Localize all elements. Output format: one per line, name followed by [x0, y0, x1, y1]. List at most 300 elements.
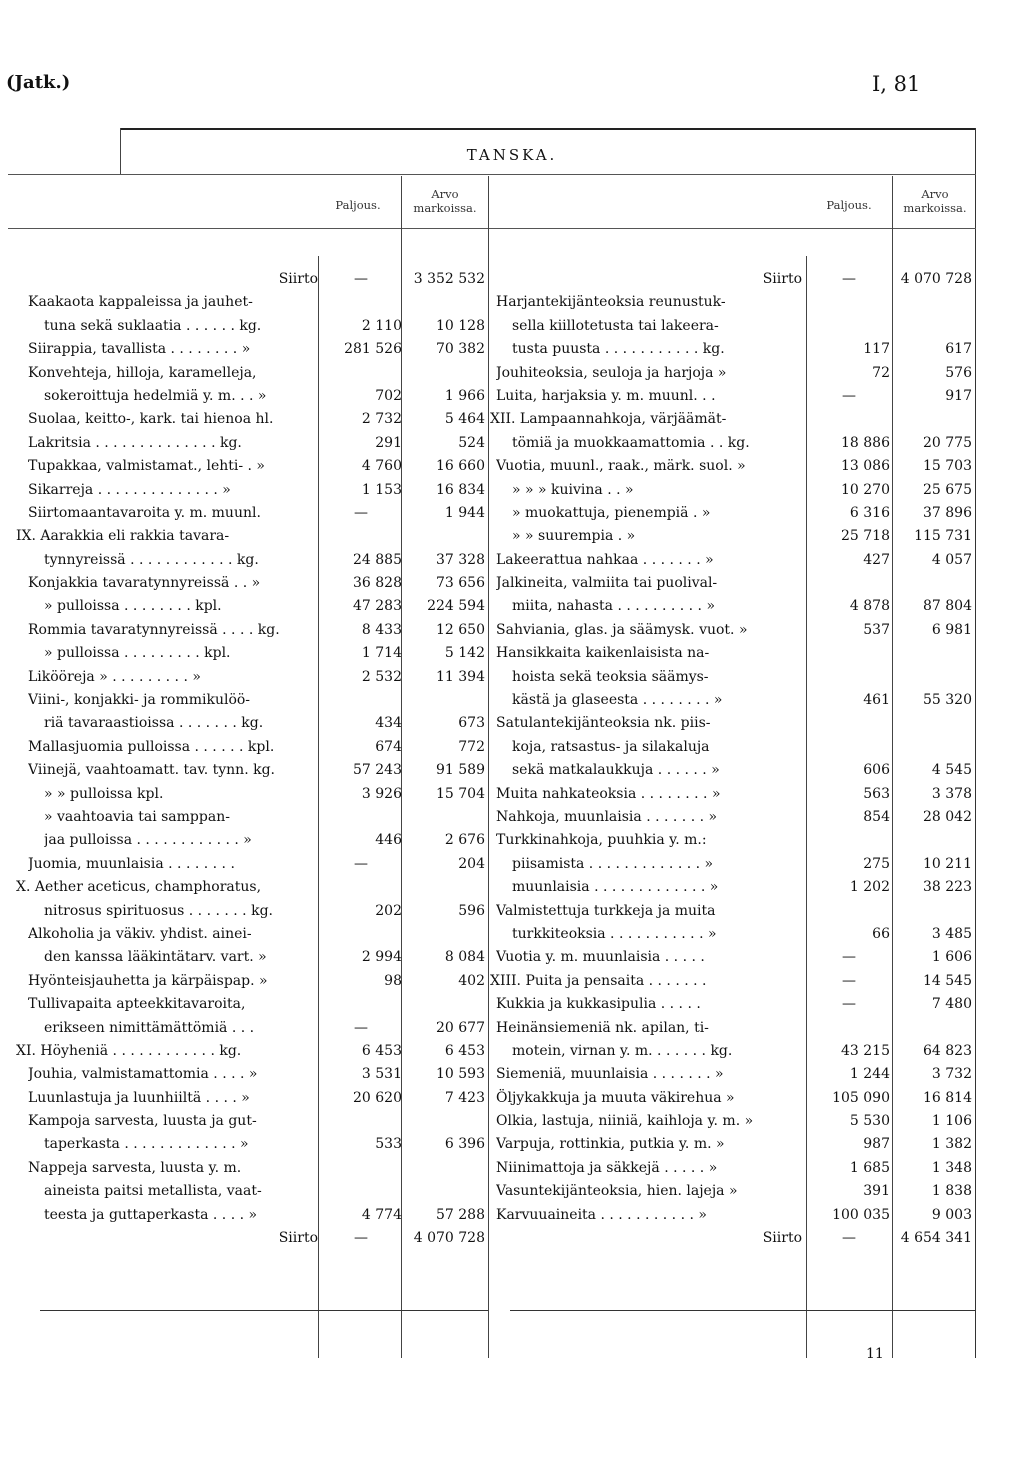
value-cell: 3 732	[931, 1066, 972, 1083]
table-row	[28, 689, 488, 712]
quantity-cell: 1 714	[361, 645, 402, 662]
table-row	[496, 362, 976, 385]
value-cell: 73 656	[436, 575, 485, 592]
item-label: Jouhiteoksia, seuloja ja harjoja »	[496, 364, 727, 381]
value-cell: 14 545	[923, 972, 972, 989]
item-label: Suolaa, keitto-, kark. tai hienoa hl.	[28, 411, 274, 428]
quantity-cell: —	[842, 972, 856, 989]
table-row	[28, 315, 488, 338]
quantity-cell: 674	[375, 738, 402, 755]
page-number: 11	[866, 1346, 884, 1362]
quantity-cell: —	[354, 504, 368, 521]
quantity-cell: 4 760	[361, 458, 402, 475]
table-title: TANSKA.	[466, 146, 558, 164]
item-label: erikseen nimittämättömiä . . .	[44, 1019, 255, 1036]
quantity-cell: —	[354, 271, 368, 287]
item-label: tömiä ja muokkaamattomia . . kg.	[512, 434, 750, 451]
value-cell: 9 003	[931, 1206, 972, 1223]
table-row	[28, 1157, 488, 1180]
table-row	[28, 1063, 488, 1086]
table-row	[496, 1017, 976, 1040]
value-cell: 28 042	[923, 808, 972, 825]
quantity-cell: 20 620	[353, 1089, 402, 1106]
value-cell: 917	[945, 387, 972, 404]
table-row	[496, 315, 976, 338]
item-label: Luunlastuja ja luunhiiltä . . . . »	[28, 1089, 250, 1106]
item-label: Vuotia, muunl., raak., märk. suol. »	[496, 458, 746, 475]
item-label: » pulloissa . . . . . . . . kpl.	[44, 598, 222, 615]
item-label: X. Aether aceticus, champhoratus,	[16, 879, 262, 896]
value-cell: 8 084	[444, 949, 485, 966]
quantity-cell: 2 532	[361, 668, 402, 685]
table-row	[496, 783, 976, 806]
col-header-value-line1: Arvo	[431, 187, 459, 201]
value-cell: 37 896	[923, 504, 972, 521]
item-label: Turkkinahkoja, puuhkia y. m.:	[496, 832, 707, 849]
item-label: Tullivapaita apteekkitavaroita,	[28, 996, 246, 1013]
table-row	[496, 1204, 976, 1227]
table-row	[496, 549, 976, 572]
table-row	[496, 689, 976, 712]
table-row	[28, 1017, 488, 1040]
quantity-cell: —	[354, 855, 368, 872]
table-row	[28, 666, 488, 689]
quantity-cell: —	[842, 1230, 856, 1247]
value-cell: 3 352 532	[413, 271, 485, 287]
quantity-cell: 702	[375, 387, 402, 404]
value-cell: 20 677	[436, 1019, 485, 1036]
quantity-cell: 57 243	[353, 762, 402, 779]
item-label: Vasuntekijänteoksia, hien. lajeja »	[496, 1183, 738, 1200]
continuation-marker: (Jatk.)	[6, 72, 71, 93]
quantity-cell: 5 530	[849, 1113, 890, 1130]
col-header-value-line2: markoissa.	[413, 201, 477, 215]
quantity-cell: 987	[863, 1136, 890, 1153]
value-cell: 7 423	[444, 1089, 485, 1106]
table-row	[496, 712, 976, 735]
table-row	[28, 736, 488, 759]
quantity-cell: 533	[375, 1136, 402, 1153]
table-row	[496, 619, 976, 642]
table-row	[496, 806, 976, 829]
quantity-cell: 854	[863, 808, 890, 825]
table-row	[496, 993, 976, 1016]
item-label: Jalkineita, valmiita tai puolival-	[496, 575, 718, 592]
table-row	[496, 502, 976, 525]
item-label: XIII. Puita ja pensaita . . . . . . .	[490, 972, 707, 989]
item-label: Kampoja sarvesta, luusta ja gut-	[28, 1113, 257, 1130]
item-label: sella kiillotetusta tai lakeera-	[512, 317, 719, 334]
value-cell: 20 775	[923, 434, 972, 451]
quantity-cell: 98	[384, 972, 402, 989]
item-label: Olkia, lastuja, niiniä, kaihloja y. m. »	[496, 1113, 754, 1130]
table-row	[496, 1110, 976, 1133]
table-row	[28, 853, 488, 876]
quantity-cell: 281 526	[344, 341, 402, 358]
quantity-cell: —	[842, 387, 856, 404]
quantity-cell: 1 685	[849, 1159, 890, 1176]
value-cell: 25 675	[923, 481, 972, 498]
value-cell: 3 485	[931, 925, 972, 942]
rule	[488, 176, 489, 1358]
item-label: Konjakkia tavaratynnyreissä . . »	[28, 575, 261, 592]
table-row	[28, 993, 488, 1016]
value-cell: 524	[458, 434, 485, 451]
col-header-quantity-left: Paljous.	[335, 198, 381, 212]
value-cell: 1 944	[444, 504, 485, 521]
table-row	[28, 455, 488, 478]
quantity-cell: —	[354, 1019, 368, 1036]
item-label: kästä ja glaseesta . . . . . . . . »	[512, 692, 723, 709]
item-label: Tupakkaa, valmistamat., lehti- . »	[28, 458, 265, 475]
item-label: Viini-, konjakki- ja rommikulöö-	[28, 692, 251, 709]
table-row	[28, 642, 488, 665]
table-row	[496, 1227, 976, 1250]
value-cell: 10 211	[923, 855, 972, 872]
quantity-cell: 291	[375, 434, 402, 451]
table-row	[16, 876, 488, 899]
item-label: taperkasta . . . . . . . . . . . . . »	[44, 1136, 249, 1153]
quantity-cell: 2 732	[361, 411, 402, 428]
quantity-cell: 43 215	[841, 1042, 890, 1059]
quantity-cell: —	[842, 996, 856, 1013]
value-cell: 37 328	[436, 551, 485, 568]
item-label: koja, ratsastus- ja silakaluja	[512, 738, 710, 755]
quantity-cell: 563	[863, 785, 890, 802]
quantity-cell: 391	[863, 1183, 890, 1200]
item-label: sekä matkalaukkuja . . . . . . »	[512, 762, 720, 779]
item-label: Mallasjuomia pulloissa . . . . . . kpl.	[28, 738, 275, 755]
item-label: tuna sekä suklaatia . . . . . . kg.	[44, 317, 262, 334]
carry-over-label: Siirto	[278, 1230, 318, 1247]
table-row	[496, 432, 976, 455]
quantity-cell: 3 531	[361, 1066, 402, 1083]
value-cell: 402	[458, 972, 485, 989]
item-label: Viinejä, vaahtoamatt. tav. tynn. kg.	[28, 762, 275, 779]
value-cell: 2 676	[444, 832, 485, 849]
table-row	[496, 876, 976, 899]
quantity-cell: 434	[375, 715, 402, 732]
quantity-cell: 1 244	[849, 1066, 890, 1083]
quantity-cell: 10 270	[841, 481, 890, 498]
value-cell: 4 070 728	[413, 1230, 485, 1247]
table-row	[28, 1180, 488, 1203]
quantity-cell: —	[354, 1230, 368, 1247]
item-label: Siemeniä, muunlaisia . . . . . . . »	[496, 1066, 724, 1083]
value-cell: 673	[458, 715, 485, 732]
table-row	[28, 806, 488, 829]
rule	[40, 1310, 488, 1311]
value-cell: 70 382	[436, 341, 485, 358]
quantity-cell: 2 110	[361, 317, 402, 334]
table-row	[496, 268, 976, 291]
value-cell: 7 480	[931, 996, 972, 1013]
item-label: » vaahtoavia tai samppan-	[44, 808, 230, 825]
item-label: » » pulloissa kpl.	[44, 785, 164, 802]
value-cell: 204	[458, 855, 485, 872]
item-label: Lakritsia . . . . . . . . . . . . . . kg.	[28, 434, 242, 451]
col-header-value-line2: markoissa.	[903, 201, 967, 215]
item-label: Satulantekijänteoksia nk. piis-	[496, 715, 711, 732]
value-cell: 3 378	[931, 785, 972, 802]
quantity-cell: 4 774	[361, 1206, 402, 1223]
rule	[8, 228, 976, 229]
table-row	[28, 970, 488, 993]
quantity-cell: 47 283	[353, 598, 402, 615]
item-label: Muita nahkateoksia . . . . . . . . »	[496, 785, 721, 802]
item-label: Varpuja, rottinkia, putkia y. m. »	[496, 1136, 725, 1153]
value-cell: 1 382	[931, 1136, 972, 1153]
value-cell: 1 606	[931, 949, 972, 966]
value-cell: 38 223	[923, 879, 972, 896]
value-cell: 772	[458, 738, 485, 755]
table-row	[28, 549, 488, 572]
value-cell: 15 704	[436, 785, 485, 802]
value-cell: 617	[945, 341, 972, 358]
table-row	[28, 291, 488, 314]
quantity-cell: 2 994	[361, 949, 402, 966]
table-row	[28, 712, 488, 735]
item-label: den kanssa lääkintätarv. vart. »	[44, 949, 267, 966]
table-row	[496, 525, 976, 548]
col-header-value-right	[896, 187, 974, 215]
top-rule	[120, 128, 976, 130]
quantity-cell: 537	[863, 621, 890, 638]
item-label: » muokattuja, pienempiä . »	[512, 504, 711, 521]
quantity-cell: 202	[375, 902, 402, 919]
value-cell: 576	[945, 364, 972, 381]
item-label: Siirtomaantavaroita y. m. muunl.	[28, 504, 261, 521]
item-label: muunlaisia . . . . . . . . . . . . . »	[512, 879, 719, 896]
value-cell: 1 838	[931, 1183, 972, 1200]
item-label: Heinänsiemeniä nk. apilan, ti-	[496, 1019, 709, 1036]
item-label: Kaakaota kappaleissa ja jauhet-	[28, 294, 253, 311]
table-row	[28, 759, 488, 782]
quantity-cell: 117	[863, 341, 890, 358]
carry-over-label: Siirto	[762, 271, 802, 287]
quantity-cell: 446	[375, 832, 402, 849]
value-cell: 4 057	[931, 551, 972, 568]
table-row	[496, 759, 976, 782]
value-cell: 10 593	[436, 1066, 485, 1083]
table-row	[16, 525, 488, 548]
col-header-value-left	[402, 187, 488, 215]
value-cell: 15 703	[923, 458, 972, 475]
item-label: » » suurempia . »	[512, 528, 636, 545]
quantity-cell: 24 885	[353, 551, 402, 568]
value-cell: 16 660	[436, 458, 485, 475]
table-row	[28, 783, 488, 806]
item-label: Juomia, muunlaisia . . . . . . . .	[28, 855, 235, 872]
item-label: turkkiteoksia . . . . . . . . . . . »	[512, 925, 717, 942]
quantity-cell: 1 153	[361, 481, 402, 498]
table-row	[28, 900, 488, 923]
value-cell: 87 804	[923, 598, 972, 615]
item-label: Hansikkaita kaikenlaisista na-	[496, 645, 710, 662]
quantity-cell: 36 828	[353, 575, 402, 592]
item-label: Vuotia y. m. muunlaisia . . . . .	[496, 949, 705, 966]
quantity-cell: 6 453	[361, 1042, 402, 1059]
table-row	[496, 1180, 976, 1203]
value-cell: 16 834	[436, 481, 485, 498]
table-row	[16, 1040, 488, 1063]
item-label: motein, virnan y. m. . . . . . . kg.	[512, 1042, 733, 1059]
table-row	[28, 923, 488, 946]
table-row	[28, 595, 488, 618]
value-cell: 4 070 728	[900, 271, 972, 287]
table-row	[28, 1133, 488, 1156]
value-cell: 57 288	[436, 1206, 485, 1223]
table-row	[28, 502, 488, 525]
table-row	[28, 268, 488, 291]
quantity-cell: 427	[863, 551, 890, 568]
value-cell: 5 142	[444, 645, 485, 662]
table-row	[28, 1110, 488, 1133]
table-row	[28, 362, 488, 385]
table-row	[496, 642, 976, 665]
item-label: tusta puusta . . . . . . . . . . . kg.	[512, 341, 725, 358]
table-row	[28, 1204, 488, 1227]
table-row	[496, 572, 976, 595]
table-row	[28, 408, 488, 431]
left-column	[16, 268, 488, 1250]
item-label: Rommia tavaratynnyreissä . . . . kg.	[28, 621, 280, 638]
item-label: hoista sekä teoksia säämys-	[512, 668, 709, 685]
item-label: » pulloissa . . . . . . . . . kpl.	[44, 645, 231, 662]
item-label: Sikarreja . . . . . . . . . . . . . . »	[28, 481, 231, 498]
item-label: Likööreja » . . . . . . . . . »	[28, 668, 201, 685]
item-label: Sahviania, glas. ja säämysk. vuot. »	[496, 621, 748, 638]
value-cell: 12 650	[436, 621, 485, 638]
rule	[8, 174, 976, 175]
item-label: Nahkoja, muunlaisia . . . . . . . »	[496, 808, 718, 825]
value-cell: 11 394	[436, 668, 485, 685]
value-cell: 4 545	[931, 762, 972, 779]
item-label: Alkoholia ja väkiv. yhdist. ainei-	[28, 925, 252, 942]
quantity-cell: 275	[863, 855, 890, 872]
table-row	[28, 385, 488, 408]
table-row	[490, 970, 976, 993]
item-label: IX. Aarakkia eli rakkia tavara-	[16, 528, 230, 545]
table-row	[28, 1087, 488, 1110]
table-row	[496, 1063, 976, 1086]
quantity-cell: 18 886	[841, 434, 890, 451]
table-row	[496, 1133, 976, 1156]
table-row	[28, 946, 488, 969]
table-row	[496, 946, 976, 969]
table-row	[496, 666, 976, 689]
item-label: Valmistettuja turkkeja ja muita	[496, 902, 716, 919]
quantity-cell: —	[842, 949, 856, 966]
carry-over-label: Siirto	[762, 1230, 802, 1247]
item-label: Jouhia, valmistamattomia . . . . »	[28, 1066, 258, 1083]
quantity-cell: 66	[872, 925, 890, 942]
quantity-cell: 105 090	[832, 1089, 890, 1106]
item-label: riä tavaraastioissa . . . . . . . kg.	[44, 715, 264, 732]
quantity-cell: 8 433	[361, 621, 402, 638]
table-row	[28, 479, 488, 502]
item-label: XI. Höyheniä . . . . . . . . . . . . kg.	[16, 1042, 242, 1059]
value-cell: 596	[458, 902, 485, 919]
item-label: aineista paitsi metallista, vaat-	[44, 1183, 262, 1200]
value-cell: 5 464	[444, 411, 485, 428]
table-row	[496, 1087, 976, 1110]
item-label: jaa pulloissa . . . . . . . . . . . . »	[44, 832, 252, 849]
table-row	[496, 291, 976, 314]
quantity-cell: 100 035	[832, 1206, 890, 1223]
table-row	[496, 829, 976, 852]
value-cell: 6 453	[444, 1042, 485, 1059]
item-label: Kukkia ja kukkasipulia . . . . .	[496, 996, 701, 1013]
quantity-cell: 1 202	[849, 879, 890, 896]
value-cell: 1 348	[931, 1159, 972, 1176]
item-label: piisamista . . . . . . . . . . . . . »	[512, 855, 714, 872]
table-row	[496, 1040, 976, 1063]
table-row	[28, 432, 488, 455]
item-label: Luita, harjaksia y. m. muunl. . .	[496, 387, 716, 404]
item-label: sokeroittuja hedelmiä y. m. . . »	[44, 387, 267, 404]
table-row	[28, 338, 488, 361]
right-column	[490, 268, 976, 1250]
quantity-cell: 72	[872, 364, 890, 381]
value-cell: 16 814	[923, 1089, 972, 1106]
value-cell: 115 731	[914, 528, 972, 545]
table-row	[28, 572, 488, 595]
item-label: XII. Lampaannahkoja, värjäämät-	[490, 411, 727, 428]
item-label: Konvehteja, hilloja, karamelleja,	[28, 364, 257, 381]
quantity-cell: 6 316	[849, 504, 890, 521]
page-reference: I, 81	[872, 72, 921, 96]
value-cell: 1 106	[931, 1113, 972, 1130]
item-label: Harjantekijänteoksia reunustuk-	[496, 294, 726, 311]
table-row	[496, 385, 976, 408]
item-label: Karvuuaineita . . . . . . . . . . . »	[496, 1206, 707, 1223]
item-label: » » » kuivina . . »	[512, 481, 634, 498]
value-cell: 91 589	[436, 762, 485, 779]
item-label: Niinimattoja ja säkkejä . . . . . »	[496, 1159, 718, 1176]
col-header-quantity-right: Paljous.	[826, 198, 872, 212]
table-row	[496, 595, 976, 618]
item-label: nitrosus spirituosus . . . . . . . kg.	[44, 902, 273, 919]
item-label: Hyönteisjauhetta ja kärpäispap. »	[28, 972, 268, 989]
quantity-cell: 25 718	[841, 528, 890, 545]
value-cell: 6 981	[931, 621, 972, 638]
quantity-cell: —	[842, 271, 856, 287]
item-label: tynnyreissä . . . . . . . . . . . . kg.	[44, 551, 259, 568]
table-row	[496, 900, 976, 923]
item-label: Siirappia, tavallista . . . . . . . . »	[28, 341, 251, 358]
item-label: teesta ja guttaperkasta . . . . »	[44, 1206, 258, 1223]
value-cell: 64 823	[923, 1042, 972, 1059]
table-row	[28, 619, 488, 642]
value-cell: 55 320	[923, 692, 972, 709]
table-row	[496, 1157, 976, 1180]
quantity-cell: 13 086	[841, 458, 890, 475]
value-cell: 6 396	[444, 1136, 485, 1153]
table-row	[496, 736, 976, 759]
value-cell: 1 966	[444, 387, 485, 404]
quantity-cell: 606	[863, 762, 890, 779]
table-row	[496, 923, 976, 946]
col-header-value-line1: Arvo	[921, 187, 949, 201]
value-cell: 4 654 341	[900, 1230, 972, 1247]
table-row	[490, 408, 976, 431]
table-row	[496, 479, 976, 502]
item-label: Nappeja sarvesta, luusta y. m.	[28, 1159, 242, 1176]
item-label: Lakeerattua nahkaa . . . . . . . »	[496, 551, 714, 568]
item-label: Öljykakkuja ja muuta väkirehua »	[496, 1089, 735, 1106]
table-row	[496, 338, 976, 361]
